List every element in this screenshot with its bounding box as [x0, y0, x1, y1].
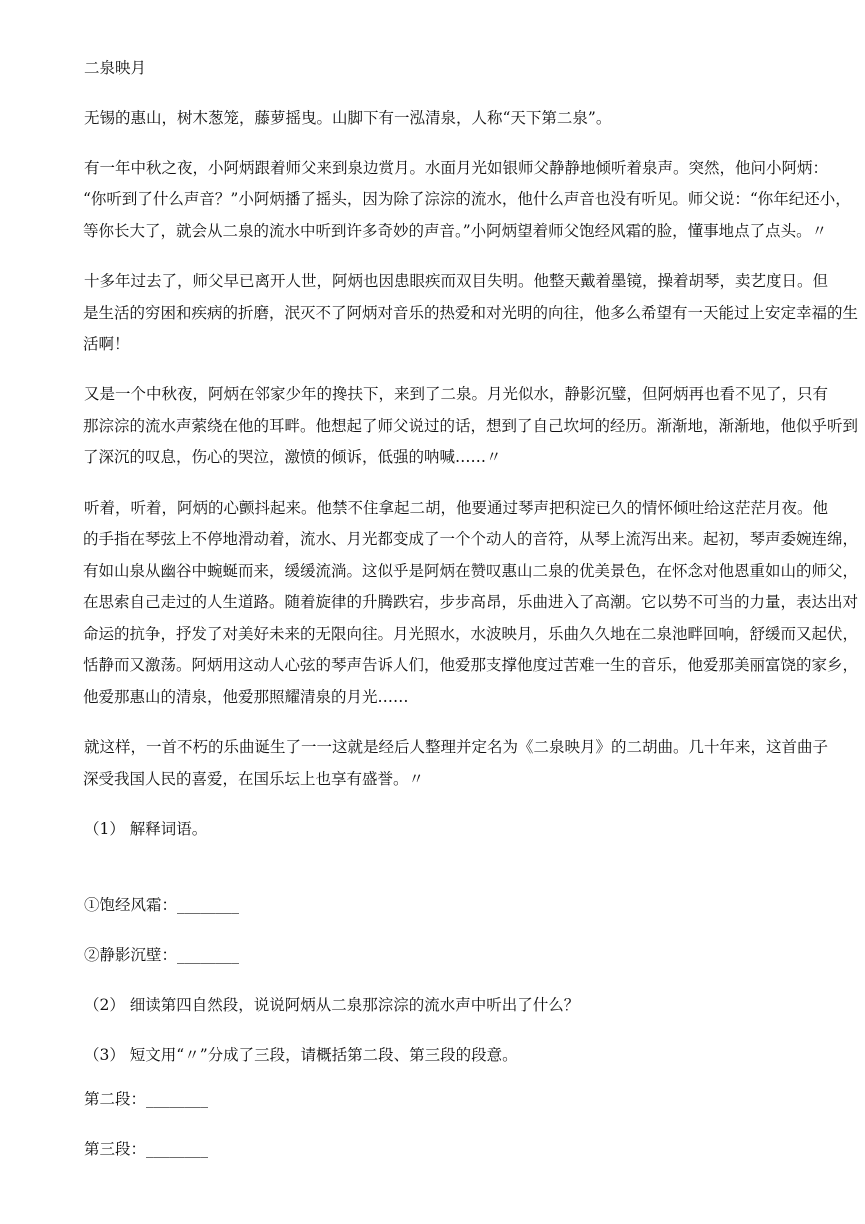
- question-3-label: （3） 短文用“〃”分成了三段，请概括第二段、第三段的段意。: [84, 1046, 518, 1064]
- paragraph-3-line-2: 是生活的穷困和疾病的折磨，泯灭不了阿炳对音乐的热爱和对光明的向往，他多么希望有一天能过上安定幸福的生: [83, 304, 859, 322]
- question-1-label: （1） 解释词语。: [84, 820, 208, 838]
- question-1-item-1: ①饱经风霜：________: [84, 896, 240, 914]
- paragraph-3-line-1: 十多年过去了，师父早已离开人世，阿炳也因患眼疾而双目失明。他整天戴着墨镜，操着胡琴，卖艺度日。但: [84, 272, 829, 290]
- paragraph-6-line-1: 就这样，一首不朽的乐曲诞生了一一这就是经后人整理并定名为《二泉映月》的二胡曲。几十年来，这首曲子: [84, 738, 829, 756]
- question-2-label: （2） 细读第四自然段，说说阿炳从二泉那淙淙的流水声中听出了什么？: [84, 996, 580, 1014]
- paragraph-1-line-1: 无锡的惠山，树木葱笼，藤萝摇曳。山脚下有一泓清泉，人称“天下第二泉”。: [84, 109, 612, 127]
- question-3-item-2: 第三段：________: [84, 1140, 209, 1158]
- paragraph-6-line-2: 深受我国人民的喜爱，在国乐坛上也享有盛誉。〃: [83, 770, 425, 788]
- paragraph-5-line-3: 有如山泉从幽谷中蜿蜒而来，缓缓流淌。这似乎是阿炳在赞叹惠山二泉的优美景色，在怀念对他恩重如山的师父，: [83, 562, 859, 580]
- paragraph-4-line-2: 那淙淙的流水声萦绕在他的耳畔。他想起了师父说过的话，想到了自己坎坷的经历。渐渐地，渐渐地，他似乎听到: [83, 417, 859, 435]
- question-3-item-1: 第二段：________: [84, 1090, 209, 1108]
- paragraph-5-line-5: 命运的抗争，抒发了对美好未来的无限向往。月光照水，水波映月，乐曲久久地在二泉池畔回响，舒缓而又起伏，: [83, 625, 859, 643]
- paragraph-2-line-2: “你听到了什么声音？”小阿炳播了摇头，因为除了淙淙的流水，他什么声音也没有听见。师父说：“你年纪还小，: [83, 190, 851, 208]
- paragraph-5-line-1: 听着，听着，阿炳的心颤抖起来。他禁不住拿起二胡，他要通过琴声把积淀已久的情怀倾吐给这茫茫月夜。他: [84, 499, 829, 517]
- paragraph-3-line-3: 活啊！: [83, 335, 130, 353]
- paragraph-2-line-3: 等你长大了，就会从二泉的流水中听到许多奇妙的声音。”小阿炳望着师父饱经风霜的脸，懂事地点了点头。〃: [83, 222, 828, 240]
- paragraph-4-line-1: 又是一个中秋夜，阿炳在邻家少年的搀扶下，来到了二泉。月光似水，静影沉璧，但阿炳再也看不见了，只有: [84, 385, 829, 403]
- paragraph-5-line-2: 的手指在琴弦上不停地滑动着，流水、月光都变成了一个个动人的音符，从琴上流泻出来。起初，琴声委婉连绵，: [83, 530, 859, 548]
- passage-title: 二泉映月: [84, 59, 147, 77]
- paragraph-5-line-4: 在思索自己走过的人生道路。随着旋律的升腾跌宕，步步高昂，乐曲进入了高潮。它以势不可当的力量，表达出对: [83, 593, 859, 611]
- paragraph-2-line-1: 有一年中秋之夜，小阿炳跟着师父来到泉边赏月。水面月光如银师父静静地倾听着泉声。突然，他问小阿炳：: [84, 159, 829, 177]
- paragraph-4-line-3: 了深沉的叹息，伤心的哭泣，激愤的倾诉，低强的呐喊……〃: [83, 448, 502, 466]
- question-1-item-2: ②静影沉壁：________: [84, 946, 240, 964]
- paragraph-5-line-7: 他爱那惠山的清泉，他爱那照耀清泉的月光……: [83, 688, 409, 706]
- paragraph-5-line-6: 恬静而又激荡。阿炳用这动人心弦的琴声告诉人们，他爱那支撑他度过苦难一生的音乐，他爱那美丽富饶的家乡，: [83, 656, 859, 674]
